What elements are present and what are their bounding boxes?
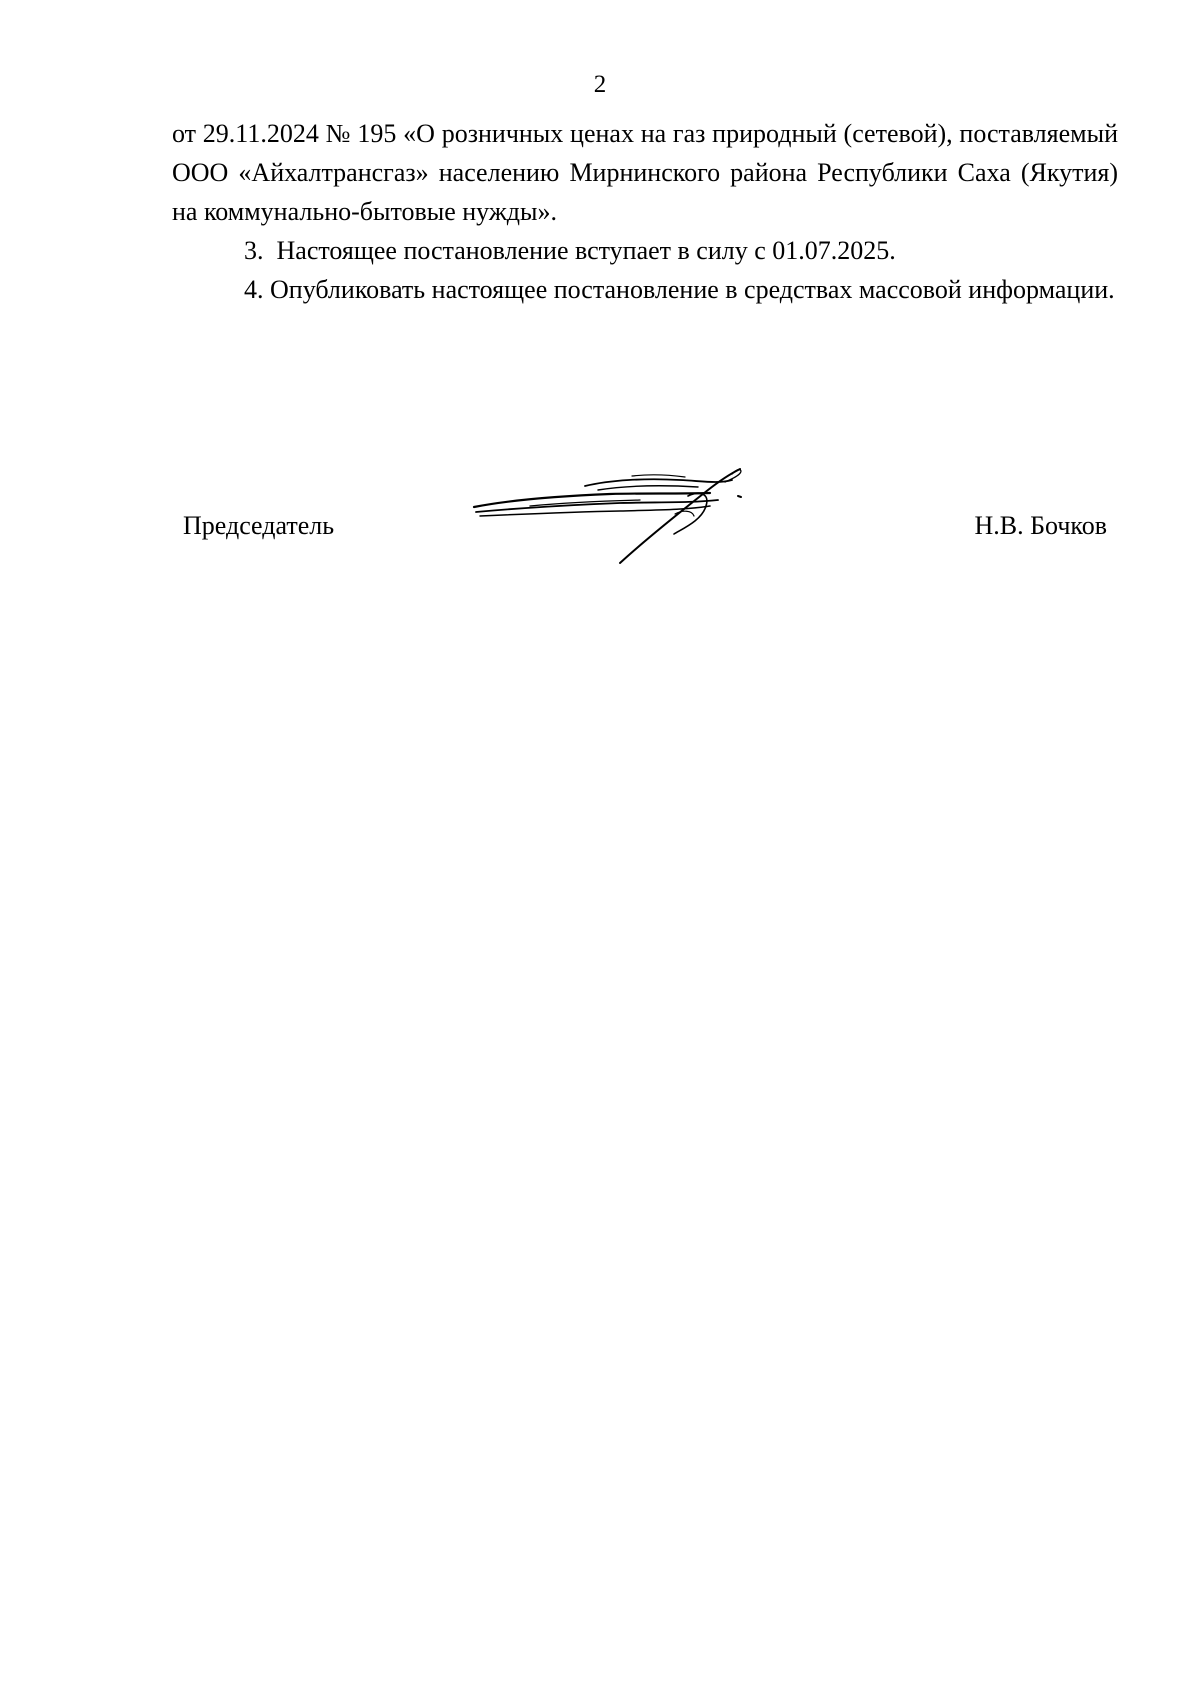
paragraph-continuation: от 29.11.2024 № 195 «О розничных ценах на газ природный (сетевой), поставляемый ООО «Айхалтрансгаз» населению Мирнинского района Республики Саха (Якутия) на коммунально-бытовые нужды».: [172, 119, 1118, 226]
document-body: [172, 114, 1118, 309]
page-number: 2: [593, 71, 607, 98]
paragraph-item-3: 3. Настоящее постановление вступает в силу с 01.07.2025.: [244, 236, 896, 265]
handwritten-signature-icon: [470, 466, 790, 566]
paragraph-item-4: 4. Опубликовать настоящее постановление в средствах массовой информации.: [244, 275, 1115, 304]
signatory-name: Н.В. Бочков: [974, 511, 1107, 540]
signatory-title: Председатель: [183, 511, 335, 540]
